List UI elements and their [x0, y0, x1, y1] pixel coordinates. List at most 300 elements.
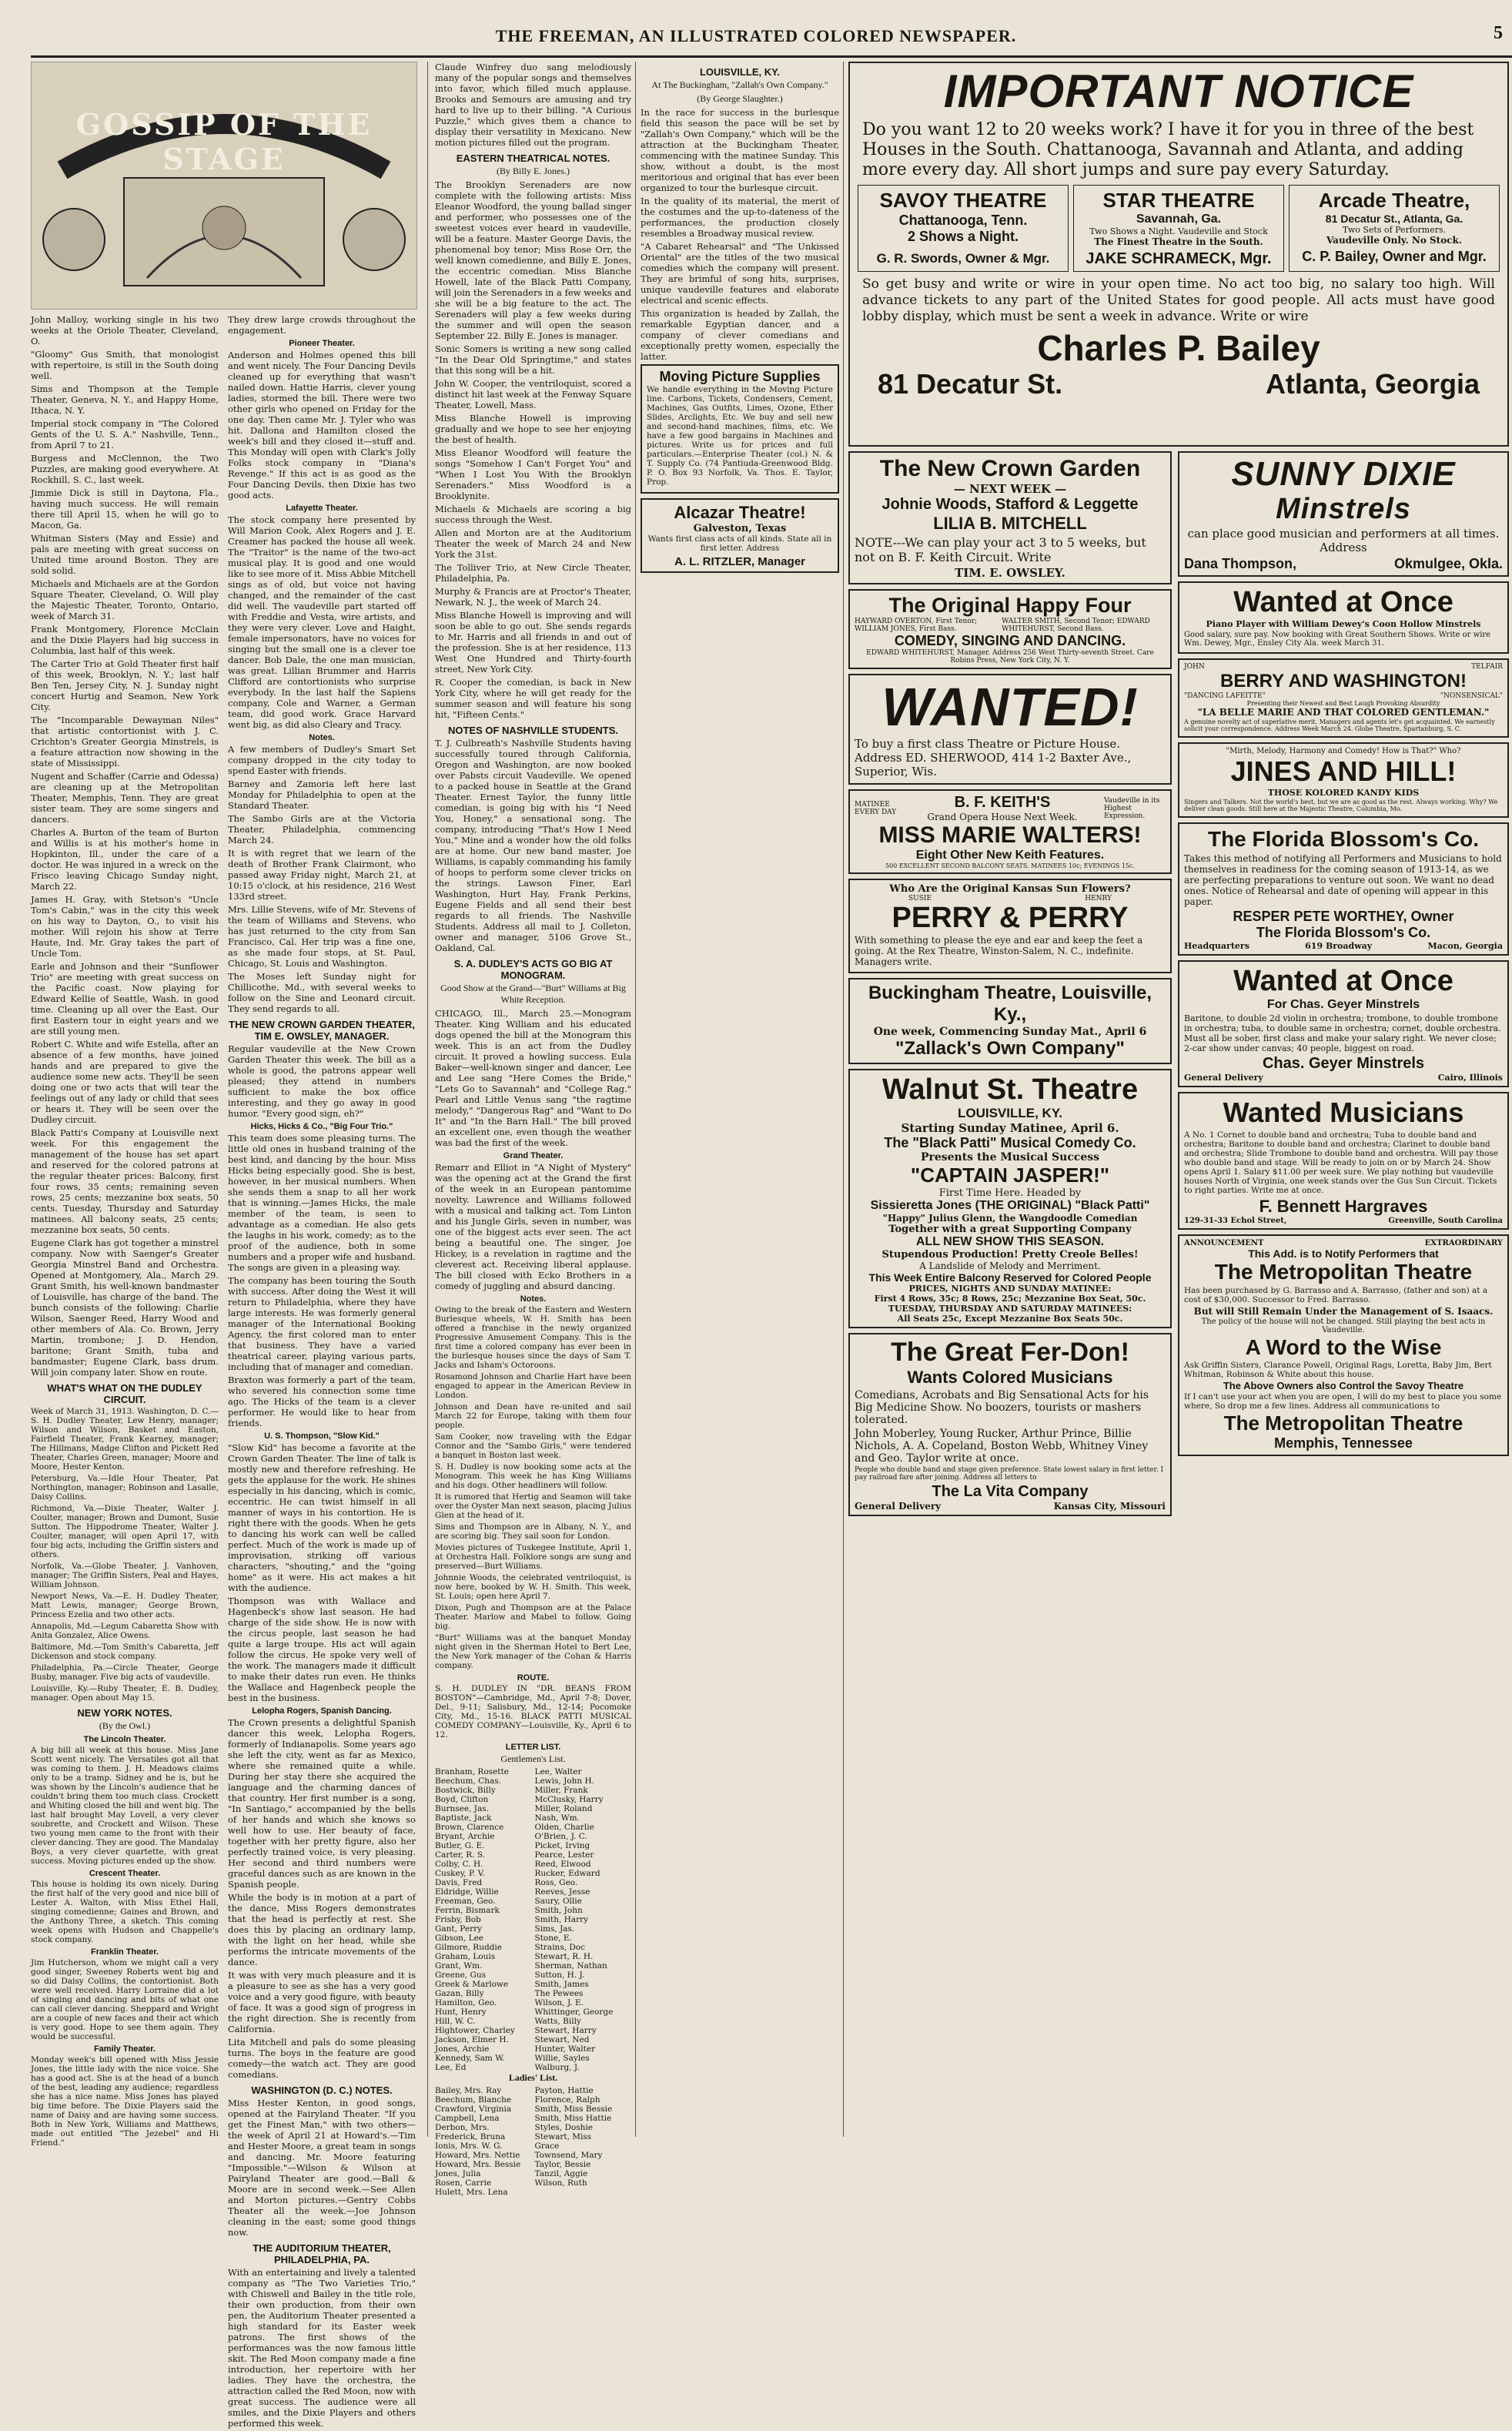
auditorium-heading: THE AUDITORIUM THEATER, PHILADELPHIA, PA. — [253, 2242, 391, 2265]
savoy-city: Chattanooga, Tenn. — [898, 213, 1028, 228]
notes2-text: Owing to the break of the Eastern and Western Burlesque wheels, W. H. Smith has been offered a franchise in the newly organized Progressive Amusement Company. This is the first time a colored company has ever been in the burlesque houses since the days of Sam T. Jacks and Isham's Octoroons. — [435, 1305, 631, 1370]
letter-list-name: Lewis, John H. — [534, 1776, 594, 1786]
wanted-geyer-left: General Delivery — [1184, 1073, 1263, 1083]
notes2-text: Johnson and Dean have re-united and sail March 22 for Europe, taking with them four people. — [435, 1402, 631, 1430]
new-crown-acts: Johnie Woods, Stafford & Leggette — [881, 496, 1139, 513]
news-item: Michaels and Michaels are at the Gordon Square Theater, Cleveland, O. Will play the Majestic Theater, Toronto, Ontario, week of March 31. — [31, 578, 219, 621]
wanted-geyer-name: Chas. Geyer Minstrels — [1262, 1055, 1425, 1072]
alcazar-ad — [641, 498, 839, 573]
walnut-show: "CAPTAIN JASPER!" — [910, 1164, 1110, 1187]
letter-list-name: The Pewees — [534, 1989, 584, 1998]
news-item: Charles A. Burton of the team of Burton and Willis is at his mother's home in Hopkinton, Ill., under the care of a doctor. He was injured in a wreck on the Frisco leaving Chicago Sunday night, March 22. — [31, 827, 219, 892]
hicks-heading: Hicks, Hicks & Co., "Big Four Trio." — [250, 1122, 393, 1131]
letter-list-name: McClusky, Harry — [534, 1795, 604, 1804]
route-text: S. H. DUDLEY IN "DR. BEANS FROM BOSTON"—Cambridge, Md., April 7-8; Dover, Del., 9-11; Salisbury, Md., 12-14; Pocomoke City, Md., 15-16. BLACK PATTI MUSICAL COMEDY COMPANY—Louisville, Ky., April 6 to 12. — [435, 1684, 631, 1740]
perry-susie: SUSIE — [908, 895, 932, 902]
letter-list-name: Grant, Wm. — [435, 1961, 483, 1971]
metropolitan-names: Ask Griffin Sisters, Clarance Powell, Original Rags, Loretta, Baby Jim, Bert Whitman, Robinson & White about this house. — [1184, 1361, 1492, 1379]
important-notice-title: IMPORTANT NOTICE — [943, 65, 1414, 117]
bailey-name: Charles P. Bailey — [1037, 328, 1320, 368]
walnut-rows: First 4 Rows, 35c; 8 Rows, 25c; Mezzanine Box Seat, 50c. — [874, 1294, 1146, 1304]
arcade-shows: Two Sets of Performers. — [1342, 225, 1447, 235]
letter-list-name: O'Brien, J. C. — [534, 1832, 587, 1841]
letter-list-name: Campbell, Lena — [435, 2114, 500, 2123]
walnut-presents: Presents the Musical Success — [920, 1151, 1100, 1164]
news-item: Eugene Clark has got together a minstrel company. Now with Saenger's Greater Georgia Minstrel Band and Orchestra. Opened at Montgomery, Ala., March 29. Grant Smith, his well-known bandmaster of Louisville, has charge of the band. The bunch consists of the following: Charlie Wilson, Saenger Reed, Harry Wood and other members of Ala. Co. Brown, Jerry Martin, trombone; J. D. Hendon, baritone; Grant Smith, tuba and bandmaster; Eugene Clark, bass drum. Will join company later. Show en route. — [31, 1237, 219, 1378]
letter-list-name: Stewart, Ned — [534, 2035, 590, 2044]
monogram-heading: S. A. DUDLEY'S ACTS GO BIG AT MONOGRAM. — [453, 958, 613, 981]
washington-text: Miss Hester Kenton, in good songs, opened at the Fairyland Theater. "If you get the Finest Man," with two others—the week of April 21 at Howard's.—Tim and Hester Moore, a great team in songs and dancing. Mr. Moore featuring "Impossible."—Wilson & Wilson at Pairyland Theater are good.—Ball & Moore are in second week.—See Allen and Morton pictures.—Gentry Cobbs Theater all the week.—Joe Johnson cleaning in the east; some good things now. — [228, 2098, 416, 2238]
berry-sub1: "DANCING LAFEITTE" — [1184, 692, 1266, 700]
happy-four-line2: WALTER SMITH, Second Tenor; EDWARD WHITEHURST, Second Bass. — [1002, 618, 1150, 633]
metropolitan-title2: The Metropolitan Theatre — [1223, 1411, 1463, 1435]
route-heading: ROUTE. — [517, 1673, 550, 1683]
notes2-text: Rosamond Johnson and Charlie Hart have been engaged to appear in the American Review in London. — [435, 1372, 631, 1400]
news-item: The "Incomparable Dewayman Niles" that artistic contortionist with J. C. Crichton's Greater Georgia Minstrels, is a feature attraction now showing in the state of Mississippi. — [31, 715, 219, 768]
letter-list-name: Boyd, Clifton — [435, 1795, 489, 1804]
walnut-starting: Starting Sunday Matinee, April 6. — [901, 1121, 1119, 1135]
jines-text: Singers and Talkers. Not the world's best, but we are as good as the rest. Always working. Why? We deliver clean goods. Still here at the Majestic Theatre, Columbia, Mo. — [1184, 799, 1498, 812]
metropolitan-savoy: The Above Owners also Control the Savoy Theatre — [1223, 1380, 1464, 1391]
letter-list-name: Picket, Irving — [534, 1841, 590, 1850]
walnut-ad — [848, 1069, 1172, 1328]
moving-picture-title: Moving Picture Supplies — [659, 369, 821, 384]
metropolitan-manage: But will Still Remain Under the Management of S. Isaacs. — [1193, 1306, 1494, 1317]
metropolitan-right: EXTRAORDINARY — [1424, 1239, 1503, 1247]
letter-list-name: Jones, Archie — [435, 2044, 490, 2054]
letter-list-name: Smith, Miss Hattie — [534, 2114, 612, 2123]
perry-text: With something to please the eye and ear and keep the feet a going. At the Rex Theatre, Winston-Salem, N. C., indefinite. Managers write. — [855, 935, 1143, 967]
florida-co: The Florida Blossom's Co. — [1256, 925, 1431, 940]
dudley-item: Louisville, Ky.—Ruby Theater, E. B. Dudley, manager. Open about May 15. — [31, 1684, 219, 1703]
letter-list-name: Whittinger, George — [534, 2007, 614, 2017]
new-crown-star: LILIA B. MITCHELL — [933, 514, 1087, 533]
news-item: The Carter Trio at Gold Theater first half of this week, Brooklyn, N. Y.; last half Ben Ten, Jersey City, N. J. Sunday night concert Hurtig and Seamon, New York City. — [31, 658, 219, 712]
letter-list-name: Beechum, Blanche — [435, 2095, 512, 2105]
page-number: 5 — [1494, 23, 1503, 43]
florida-title: The Florida Blossom's Co. — [1207, 827, 1480, 851]
berry-left: JOHN — [1184, 663, 1205, 671]
letter-list-name: Kennedy, Sam W. — [435, 2054, 505, 2063]
letter-list-name: Ferrin, Bismark — [435, 1906, 500, 1915]
letter-list-name: Stewart, R. H. — [534, 1952, 594, 1961]
notes-text: A few members of Dudley's Smart Set company dropped in the city today to spend Easter with friends. — [228, 744, 416, 776]
louisville-text: In the quality of its material, the merit of the costumes and the up-to-dateness of the performances, the production closely resembles a Broadway musical review. — [641, 196, 839, 239]
ferdon-ad — [848, 1333, 1172, 1516]
musicians-title: Wanted Musicians — [1223, 1097, 1464, 1128]
arcade-name: Arcade Theatre, — [1318, 189, 1470, 212]
alcazar-text: Wants first class acts of all kinds. State all in first letter. Address — [647, 534, 832, 553]
musicians-ad — [1178, 1092, 1509, 1230]
louisville-text: This organization is headed by Zallah, the remarkable Egyptian dancer, and a company of clever comedians and exceptionally pretty women, especially the latter. — [641, 308, 839, 362]
star-city: Savannah, Ga. — [1136, 213, 1222, 226]
notes-text: The Moses left Sunday night for Chillicothe, Md., with several weeks to follow on the Sine and Leonard circuit. They send regards to all. — [228, 971, 416, 1014]
dudley-item: Week of March 31, 1913. Washington, D. C.—S. H. Dudley Theater, Lew Henry, manager; Wilson and Wilson, Basket and Easton, Fairfield Theater, Frank Kearney, manager; The Hillmans, Madge Clifton and Pickett Red Theater, Charles Green, manager; Moore and Moore, Hester Kenton. — [31, 1407, 219, 1472]
walnut-star: Sissieretta Jones (THE ORIGINAL) "Black Patti" — [870, 1199, 1150, 1212]
news-item: John Malloy, working single in his two weeks at the Oriole Theater, Cleveland, O. — [31, 314, 219, 347]
keith-sub: Grand Opera House Next Week. — [927, 812, 1078, 822]
eastern-text: R. Cooper the comedian, is back in New York City, where he will get ready for the summer season and will feature his song hit, "Fifteen Cents." — [435, 677, 631, 720]
wanted-once-sub: Piano Player with William Dewey's Coon Hollow Minstrels — [1206, 619, 1481, 629]
letter-list-name: Hightower, Charley — [435, 2026, 515, 2035]
thompson-text: Thompson was with Wallace and Hagenbeck's show last season. He had charge of the side show. He is now with the circus people, last season he had quite a large troupe. His act will again follow the circus. He spoke very well of the work. The managers made it difficult to make their dates run even. He thinks the Wallace and Hagenbeck people the best in the business. — [228, 1596, 416, 1703]
news-item: Imperial stock company in "The Colored Gents of the U. S. A." Nashville, Tenn., from April 7 to 21. — [31, 418, 219, 450]
letter-list-name: Sims, Jas. — [534, 1924, 575, 1934]
jines-sub: THOSE KOLORED KANDY KIDS — [1267, 788, 1420, 798]
letter-list-name: Hulett, Mrs. Lena — [435, 2188, 508, 2197]
gentlemen-list — [435, 1767, 631, 2072]
ladies-list — [435, 2086, 631, 2197]
keith-note: Eight Other New Keith Features. — [915, 849, 1105, 862]
sunny-dixie-text: can place good musician and performers at all times. Address — [1187, 527, 1500, 554]
letter-list-name: Walburg, J. — [534, 2063, 580, 2072]
lafayette-text: The stock company here presented by Will Marion Cook, Alex Rogers and J. E. Creamer has packed the house all week. The "Traitor" is the name of the two-act musical play. It is good and one would like to see more of it. Miss Abbie Mitchell sings as of old, but voice not having changed, and the remainder of the cast did well. The vaudeville part started off with Freddie and Vesta, wire artists, and they were very clever. Love and Haight, female impersonators, have no voices for singing but the small one is a clever toe dancer. Bob Dale, the one man musician, was great. Lillian Brummer and Harris Clifford are contortionists who surprise everybody. In the last half the Sapiens company, Cole and Warner, a German team, did good work. Grace Harvard went big, as did also Cleary and Tracy. — [228, 514, 416, 730]
news-item: Robert C. White and wife Estella, after an absence of a few months, have joined hands and are prepared to give the audience some new acts. They'll be seen doing one or two acts that will tear the feelings out of any lady or child that sees or hears it. They will be seen over the Dudley circuit. — [31, 1039, 219, 1125]
wanted-ad — [848, 674, 1172, 785]
ferdon-text: Comedians, Acrobats and Big Sensational Acts for his Big Medicine Show. No boozers, tourists or mashers tolerated. — [855, 1389, 1149, 1426]
column-divider — [427, 62, 428, 2137]
arcade-note: Vaudeville Only. No Stock. — [1326, 235, 1463, 246]
metropolitan-wise: A Word to the Wise — [1245, 1335, 1442, 1359]
eastern-text: Miss Blanche Howell is improving gradually and we hope to see her enjoying the best of health. — [435, 413, 631, 445]
pioneer-heading: Pioneer Theater. — [289, 339, 355, 348]
news-item: Jimmie Dick is still in Daytona, Fla., having much success. He will remain there till April 15, when he will go to Macon, Ga. — [31, 487, 219, 531]
eastern-text: Michaels & Michaels are scoring a big success through the West. — [435, 504, 631, 525]
alcazar-title: Alcazar Theatre! — [674, 503, 806, 522]
walnut-first: First Time Here. Headed by — [938, 1187, 1082, 1199]
notes2-text: Sims and Thompson are in Albany, N. Y., and are scoring big. They sail soon for London. — [435, 1522, 631, 1541]
walnut-company: The "Black Patti" Musical Comedy Co. — [884, 1135, 1136, 1150]
ferdon-company: The La Vita Company — [932, 1483, 1089, 1500]
perry-name: PERRY & PERRY — [891, 902, 1129, 934]
letter-list-name: Jackson, Elmer H. — [435, 2035, 509, 2044]
letter-list-name: Gazan, Billy — [435, 1989, 484, 1998]
florida-owner: RESPER PETE WORTHEY, Owner — [1233, 909, 1454, 924]
dudley-item: Norfolk, Va.—Globe Theater, J. Vanhoven, manager; The Griffin Sisters, Peal and Hayes, William Johnson. — [31, 1562, 219, 1589]
letter-list-name: Gibson, Lee — [435, 1934, 484, 1943]
column-1-left — [31, 314, 223, 2150]
metropolitan-policy: The policy of the house will not be changed. Still playing the best acts in Vaudeville. — [1201, 1318, 1486, 1334]
notes2-text: Movies pictures of Tuskegee Institute, April 1, at Orchestra Hall. Folklore songs are sung and preserved—Burt Williams. — [435, 1543, 631, 1571]
news-item: "Gloomy" Gus Smith, that monologist with repertoire, is still in the South doing well. — [31, 349, 219, 381]
eastern-text: Allen and Morton are at the Auditorium Theater the week of March 24 and New York the 31st. — [435, 527, 631, 560]
berry-text: A genuine novelty act of superlative merit. Managers and agents let's get acquainted. We earnestly solicit your correspondence. Address Week March 24. Globe Theatre, Spartanburg, S. C. — [1184, 718, 1495, 732]
letter-list-name: Tanzil, Aggie — [534, 2169, 588, 2178]
letter-list-name: Greek & Marlowe — [435, 1980, 509, 1989]
ny-notes-heading: NEW YORK NOTES. — [77, 1707, 172, 1719]
letter-list-name: Townsend, Mary — [534, 2151, 603, 2160]
eastern-text: Murphy & Francis are at Proctor's Theater, Newark, N. J., the week of March 24. — [435, 586, 631, 608]
letter-list-name: Styles, Doshie — [534, 2123, 593, 2132]
ferdon-small: People who double band and stage given preference. State lowest salary in first letter. I pay railroad fare after joining. Address all letters to — [855, 1466, 1164, 1482]
metropolitan-title: The Metropolitan Theatre — [1214, 1260, 1473, 1284]
notes-text: The Sambo Girls are at the Victoria Theater, Philadelphia, commencing March 24. — [228, 813, 416, 845]
letter-list-name: Hunter, Walter — [534, 2044, 596, 2054]
savoy-owner: G. R. Swords, Owner & Mgr. — [876, 251, 1050, 266]
monogram-text: CHICAGO, Ill., March 25.—Monogram Theater. King William and his educated dogs opened the bill at the Monogram this week. This is an act from the Dudley circuit. It proved a howling success. Eula Baker—well-known singer and dancer, Lee and Lee sang "Here Comes the Bride," "Lets Go to Savannah" and "College Rag." Pearl and Little Venus sang "the ragtime melody," "Dangerous Rag" and "Want to Do It" and "In the Barn Hall." The bill proved an excellent one, even though the weather was bad the first of the week. — [435, 1008, 631, 1148]
notes-text: Barney and Zamoria left here last Monday for Philadelphia to open at the Standard Theater. — [228, 779, 416, 811]
franklin-text: Jim Hutcherson, whom we might call a very good singer, Sweeney Roberts went big and so did Daisy Collins, the contortionist. Both were well received. Harry Lorraine did a lot of singing and dancing and bits of what one can call clever dancing. Sheppard and Wright are a couple of new faces and their act which is very good. Hope to see them again. They would be successful. — [31, 1958, 219, 2041]
letter-list-name: Ionis, Mrs. W. G. — [435, 2141, 503, 2151]
eastern-text: Miss Eleanor Woodford will feature the songs "Somehow I Can't Forget You" and "When I Lost You With the Brooklyn Serenaders." Miss Woodford is a Brooklynite. — [435, 447, 631, 501]
family-heading: Family Theater. — [93, 2044, 156, 2054]
letter-list-name: Payton, Hattie — [534, 2086, 594, 2095]
letter-list-name: Greene, Gus — [435, 1971, 487, 1980]
louisville-text: "A Cabaret Rehearsal" and "The Unkissed Oriental" are the titles of the two musical comedies which the company will present. They are brimful of song hits, surprises, unique vaudeville features and elaborate electrical and scenic effects. — [641, 241, 839, 306]
letter-list-name: Miller, Frank — [534, 1786, 588, 1795]
metropolitan-intro: This Add. is to Notify Performers that — [1248, 1247, 1439, 1260]
thompson-text: "Slow Kid" has become a favorite at the Crown Garden Theater. The line of talk is mostly new and therefore refreshing. He gets the applause for the work. He shines especially in his dancing, which is comic, eccentric. He can twist himself in all manner of ways in his contortion. He is right there with the goods. When he gets to dancing his work can well be called perfect. Much of the work is made up of improvisation, striking off various characters, "shouting," and the "going home" as it were. His act makes a hit with the audience. — [228, 1442, 416, 1593]
dudley-item: Baltimore, Md.—Tom Smith's Cabaretta, Jeff Dickenson and stock company. — [31, 1642, 219, 1661]
florida-ad — [1178, 822, 1509, 956]
sunny-dixie-city: Okmulgee, Okla. — [1393, 556, 1503, 571]
column-4 — [641, 62, 839, 2137]
eastern-text: Miss Blanche Howell is improving and will soon be able to go out. She sends regards to Mr. Harris and all friends in and out of the profession. She is at her residence, 113 West One Hundred and Thirty-fourth street, New York City. — [435, 610, 631, 675]
letter-list-name: Florence, Ralph — [534, 2095, 600, 2105]
ads-area — [848, 62, 1509, 2137]
letter-list-name: Branham, Rosette — [435, 1767, 509, 1776]
moving-picture-text: We handle everything in the Moving Picture line. Carbons, Tickets, Condensers, Cement, Machines, Gas Outfits, Limes, Ozone, Ether Slides, Arclights, Etc. We buy and sell new and second-hand machines, films, etc. We have a few good bargains in Machines and pictures. Write us for prices and full particulars.—Enterprise Theater (col.) N. & T. Supply Co. (74 Pantiuda-Greenwood Bldg. P. O. Box 93 Norfolk, Va. Thos. E. Taylor, Prop. — [647, 385, 833, 487]
letter-list-name: Hamilton, Geo. — [435, 1998, 497, 2007]
alcazar-city: Galveston, Texas — [693, 523, 787, 534]
letter-list-name: Beechum, Chas. — [435, 1776, 501, 1786]
gossip-banner-illustration — [32, 62, 416, 309]
savoy-name: SAVOY THEATRE — [879, 189, 1047, 212]
letter-list-name — [535, 2188, 632, 2197]
family-text: Monday week's bill opened with Miss Jessie Jones, the little lady with the nice voice. She has a good act. She is at the head of a bunch of the best, leading any audience; regardless she has a nice name. Miss Jones has played big time before. The Dixie Players said the name of Daisy and are having some success. Both in New York, Williams and Matthews, made out entitled "The Jezebel" and Hi Friend." — [31, 2055, 219, 2148]
newcrown-heading: THE NEW CROWN GARDEN THEATER, TIM E. OWSLEY, MANAGER. — [229, 1019, 415, 1042]
keith-star: MISS MARIE WALTERS! — [878, 822, 1142, 848]
auditorium-text: With an entertaining and lively a talented company as "The Two Varieties Trio," with Chiswell and Bailey in the title role, their own production, from their own pen, the Auditorium Theater presented a high standard for its Easter week patrons. The first shows of the performances was the now famous little skit. The Red Moon company made a fine introduction, her repertoire with her ladies. They have the orchestra, the attraction called the Red Moon, now with great success. The audience were all smiles, and the Dixie Players and others performed this week. — [228, 2267, 416, 2429]
letter-list-name: Stewart, Harry — [534, 2026, 597, 2035]
news-item: Nugent and Schaffer (Carrie and Odessa) are cleaning up at the Metropolitan Theater, Memphis, Tenn. They are great sister team. They are some singers and dancers. — [31, 771, 219, 825]
dudley-item: Annapolis, Md.—Legum Cabaretta Show with Anita Gonzalez, Alice Owens. — [31, 1622, 219, 1640]
ferdon-sub: Wants Colored Musicians — [907, 1368, 1113, 1387]
letter-list-name: Willie, Sayles — [534, 2054, 590, 2063]
keith-left: MATINEE EVERY DAY — [855, 800, 897, 816]
notes-text: Mrs. Lillie Stevens, wife of Mr. Stevens of the team of Williams and Stevens, who has just returned to the city from San Francisco, Cal. Her trip was a fine one, as she made four stops, at St. Paul, Chicago, St. Louis and Washington. — [228, 904, 416, 969]
grand-text: Remarr and Elliot in "A Night of Mystery" was the opening act at the Grand the first of the week in an European pantomime novelty. Lawrence and Williams followed with a musical and talking act. Tom Linton and his Jungle Girls, seven in number, was one of the biggest acts ever seen. The act being a beautiful one. The singer, Joe Hickey, is a revelation in ragtime and the cleverest act. Receiving liberal applause. The bill closed with Ecko Brothers in a comedy of juggling and absurd dancing. — [435, 1162, 631, 1291]
letter-list-name: Crawford, Virginia — [435, 2105, 512, 2114]
moving-picture-ad — [641, 364, 839, 494]
letter-list-name: Butler, G. E. — [435, 1841, 485, 1850]
walnut-tts: TUESDAY, THURSDAY AND SATURDAY MATINEES: — [888, 1304, 1132, 1314]
happy-four-title: The Original Happy Four — [888, 594, 1132, 617]
ferdon-title: The Great Fer-Don! — [891, 1338, 1129, 1367]
letter-list-heading: LETTER LIST. — [505, 1743, 561, 1752]
letter-list-name: Saury, Ollie — [534, 1897, 582, 1906]
ferdon-names: John Moberley, Young Rucker, Arthur Prince, Billie Nichols, A. A. Copeland, Boston Webb, Whitney Viney and Geo. Taylor write at once. — [855, 1428, 1149, 1465]
letter-list-name: Carter, R. S. — [435, 1850, 486, 1860]
news-item: James H. Gray, with Stetson's "Uncle Tom's Cabin," was in the city this week on his way to Dayton, O., to visit his mother. Will rejoin his show at Terre Haute, Ind. Mr. Gray takes the part of Uncle Tom. — [31, 894, 219, 959]
arcade-city: 81 Decatur St., Atlanta, Ga. — [1325, 213, 1463, 225]
letter-list-name: Smith, Harry — [534, 1915, 589, 1924]
dudley-item: Philadelphia, Pa.—Circle Theater, George Busby, manager. Five big acts of vaudeville. — [31, 1663, 219, 1682]
berry-line: Presenting their Newest and Best Laugh Provoking Absurdity — [1246, 700, 1440, 707]
letter-list-name: Smith, James — [534, 1980, 589, 1989]
letter-list-name: Reeves, Jesse — [534, 1887, 590, 1897]
nashville-text: T. J. Culbreath's Nashville Students having successfully toured through California, Oregon and Washington, are now booked over Pabsts circuit Vaudeville. We opened to a packed house in Seattle at the Grand Theater. Ernest Taylor, the funny little comedian, is going big with his "I Need You, Honey," a sensational song. The company, introducing "That's How I Need You," Mine and a wonder how the old folks are at home. Our new band master, Joe Williams, is capably commanding his family of hoops to perform some clever tricks on the strings. Lawson Finer, Earl Washington, Hurt Hay, Frank Perkins, Eugene Fields and all send their best regards to all friends. The Nashville Students. Address all mail to J. Colleton, owner and manager, 5106 Grove St., Oakland, Cal. — [435, 738, 631, 953]
florida-mid: 619 Broadway — [1305, 941, 1373, 951]
column-divider — [843, 62, 844, 2137]
letter-list-name: Lee, Walter — [534, 1767, 582, 1776]
letter-list-name: Stewart, Miss — [534, 2132, 592, 2141]
berry-sub2: "NONSENSICAL" — [1440, 692, 1503, 700]
metropolitan-left: ANNOUNCEMENT — [1184, 1239, 1264, 1247]
eastern-text: Sonic Somers is writing a new song called "In the Dear Old Springtime," and states that this song will be a hit. — [435, 343, 631, 376]
savoy-shows: 2 Shows a Night. — [907, 229, 1019, 244]
notes2-text: It is rumored that Hertig and Seamon will take over the Oyster Man next season, placing Julius Glen at the head of it. — [435, 1492, 631, 1520]
ads-right-column — [1178, 451, 1509, 1521]
letter-list-name: Stone, E. — [534, 1934, 572, 1943]
walnut-balcony: This Week Entire Balcony Reserved for Colored People — [868, 1271, 1152, 1284]
keith-footer: 500 EXCELLENT SECOND BALCONY SEATS. MATINEES 10c; EVENINGS 15c. — [885, 862, 1136, 869]
letter-list-name: Eldridge, Willie — [435, 1887, 499, 1897]
letter-list-name: Wilson, Ruth — [534, 2178, 587, 2188]
column-divider — [635, 62, 636, 2137]
berry-name: BERRY AND WASHINGTON! — [1219, 671, 1467, 691]
lelopha-heading: Lelopha Rogers, Spanish Dancing. — [252, 1706, 392, 1716]
sunny-dixie-title2: Minstrels — [1276, 493, 1411, 525]
walnut-allnew: ALL NEW SHOW THIS SEASON. — [915, 1235, 1105, 1248]
letter-list-name: Freeman, Geo. — [435, 1897, 496, 1906]
dudley-item: Richmond, Va.—Dixie Theater, Walter J. Coulter, manager; Brown and Dumont, Susie Sutton. The Hippodrome Theater, Walter J. Coulter, manager, will open April 17, with four big acts, including the Griffin sisters and others. — [31, 1504, 219, 1559]
letter-list-name: Bryant, Archie — [435, 1832, 495, 1841]
bailey-text: So get busy and write or wire in your open time. No act too big, no salary too high. Will advance tickets to any part of the United States for good people. All acts must have good lobby display, which must be sent a week in advance. Write or wire — [862, 276, 1495, 324]
happy-four-ad — [848, 589, 1172, 669]
letter-list-name: Wilson, J. E. — [534, 1998, 584, 2007]
jines-name: JINES AND HILL! — [1230, 755, 1457, 787]
letter-list-name: Rucker, Edward — [534, 1869, 600, 1878]
metropolitan-contact: If I can't use your act when you are open, I will do my best to place you some where, So drop me a few lines. Address all communications to — [1184, 1392, 1502, 1411]
wanted-once-text: Good salary, sure pay. Now booking with Great Southern Shows. Write or wire Wm. Dewey, Mgr., Ensley City Ala. week March 31. — [1184, 631, 1491, 648]
perry-question: Who Are the Original Kansas Sun Flowers? — [889, 883, 1131, 895]
happy-four-feature: COMEDY, SINGING AND DANCING. — [894, 633, 1126, 648]
happy-four-footer: EDWARD WHITEHURST, Manager. Address 256 West Thirty-seventh Street. Care Robins Press, New York City, N. Y. — [866, 649, 1154, 665]
letter-list-name: Sherman, Nathan — [534, 1961, 607, 1971]
metropolitan-ad — [1178, 1234, 1509, 1456]
ladies-list-heading: Ladies' List. — [508, 2072, 558, 2083]
happy-four-line1: HAYWARD OVERTON, First Tenor; WILLIAM JONES, First Bass. — [855, 618, 978, 633]
keith-ad — [848, 789, 1172, 874]
berry-right: TELFAIR — [1471, 663, 1503, 671]
sunny-dixie-ad — [1178, 451, 1509, 577]
notes2-heading: Notes. — [520, 1294, 547, 1304]
letter-list-name: Graham, Louis — [435, 1952, 496, 1961]
letter-list-name: Pearce, Lester — [534, 1850, 594, 1860]
wanted-title: WANTED! — [881, 677, 1139, 737]
notes2-text: Dixon, Pugh and Thompson are at the Palace Theater. Marlow and Mabel to follow. Going big. — [435, 1603, 631, 1631]
walnut-together: Together with a great Supporting Company — [888, 1224, 1132, 1235]
letter-list-name: Baptiste, Jack — [435, 1813, 492, 1823]
sunny-dixie-name: Dana Thompson, — [1184, 556, 1297, 571]
letter-list-name: Colby, C. H. — [435, 1860, 483, 1869]
new-crown-title: The New Crown Garden — [879, 456, 1141, 481]
notes2-text: Sam Cooker, now traveling with the Edgar Connor and the "Sambo Girls," were tendered a banquet in Boston last week. — [435, 1432, 631, 1460]
letter-list-name: Sutton, H. J. — [534, 1971, 585, 1980]
star-owner: JAKE SCHRAMECK, Mgr. — [1085, 250, 1272, 267]
berry-show: "LA BELLE MARIE AND THAT COLORED GENTLEMAN." — [1197, 707, 1490, 718]
letter-list-name: Brown, Clarence — [435, 1823, 504, 1832]
letter-list-name: Gant, Perry — [435, 1924, 483, 1934]
letter-list-name: Ross, Geo. — [534, 1878, 578, 1887]
claude-text: Claude Winfrey duo sang melodiously many of the popular songs and themselves into favor, which filled much applause. Brooks and Semours are amusing and try hard to live up to their billing. "A Curious Puzzle," which gives them a chance to display their versatility in Mexicano. New motion pictures filled out the program. — [435, 62, 631, 148]
letter-list-name: Howard, Mrs. Nettie — [435, 2151, 520, 2160]
crescent-heading: Crescent Theater. — [89, 1869, 161, 1878]
louisville-heading: LOUISVILLE, KY. — [699, 66, 780, 78]
keith-name: B. F. KEITH'S — [954, 794, 1051, 811]
letter-list-name: Rosen, Carrie — [435, 2178, 492, 2188]
letter-list-name: Nash, Wm. — [534, 1813, 580, 1823]
ferdon-left: General Delivery — [855, 1501, 942, 1512]
letter-list-name: Frisby, Bob — [435, 1915, 481, 1924]
lelopha-text: While the body is in motion at a part of the dance, Miss Rogers demonstrates that the head is perfectly at rest. She does this by placing an ordinary lamp, with the light on her head, while she performs the intricate movements of the dance. — [228, 1892, 416, 1967]
letter-list-name: Hunt, Henry — [435, 2007, 487, 2017]
arcade-box — [1289, 185, 1500, 272]
perry-henry: HENRY — [1085, 895, 1112, 902]
bailey-city: Atlanta, Georgia — [1265, 368, 1480, 400]
monogram-subheading: Good Show at the Grand—"Burt" Williams at Big White Reception. — [440, 983, 626, 1005]
pioneer-text: Anderson and Holmes opened this bill and went nicely. The Four Dancing Devils cleaned up for everything that wasn't nailed down. Hattie Harris, clever young ladies, stormed the bill. There were two other girls who opened on Friday for the one day. Then came Mr. J. Tyler who was hit. Dallona and Hamilton closed the week's bill and they closed it—stuff and. This Monday will open with Clark's Jolly Folks stock company in "Diana's Revenge." If this act is as good as the Four Dancing Devils, then Dixie has two good acts. — [228, 350, 416, 501]
walnut-landslide: A Landslide of Melody and Merriment. — [919, 1261, 1101, 1271]
wanted-once-ad — [1178, 581, 1509, 654]
letter-list-name: Grace — [534, 2141, 560, 2151]
louisville-byline: (By George Slaughter.) — [697, 93, 783, 104]
letter-list-name: Gilmore, Ruddie — [435, 1943, 502, 1952]
news-item: Sims and Thompson at the Temple Theater, Geneva, N. Y., and Happy Home, Ithaca, N. Y. — [31, 383, 219, 416]
wanted-geyer-right: Cairo, Illinois — [1437, 1073, 1503, 1083]
keith-right: Vaudeville in its Highest Expression. — [1103, 796, 1160, 820]
louisville-subheading: At The Buckingham, "Zallah's Own Company." — [651, 79, 828, 90]
hicks-text: This team does some pleasing turns. The little old ones in husband training of the best kind, and dancing by the hour. Miss Hicks being especially good. She is best, however, in her musical numbers. When she sends them a snap to all her work that is winning.—James Hicks, the male member of the team, is seen to advantage as a comedian. He also gets the laughs in his work, comedy; as to the proof of the audience, both in some numbers and a proper wife and husband. The songs are given in a pleasing way. — [228, 1133, 416, 1273]
jines-tag: "Mirth, Melody, Harmony and Comedy! How is That?" Who? — [1226, 747, 1461, 755]
musicians-name: F. Bennett Hargraves — [1259, 1197, 1428, 1216]
florida-left: Headquarters — [1184, 941, 1249, 951]
perry-ad — [848, 879, 1172, 973]
wanted-geyer-sub: For Chas. Geyer Minstrels — [1266, 998, 1420, 1011]
ads-left-column — [848, 451, 1172, 1521]
grand-heading: Grand Theater. — [503, 1151, 564, 1160]
news-item: Earle and Johnson and their "Sunflower Trio" are meeting with great success on the Pacific coast. Now playing for Edward Kellie of Seattle, Wash. in good time. Cleaning up all over the East. Our first Eastern tour in eight years and we are still young men. — [31, 961, 219, 1036]
letter-list-name: Watts, Billy — [534, 2017, 581, 2026]
wanted-geyer-title: Wanted at Once — [1233, 965, 1453, 997]
wanted-geyer-ad — [1178, 960, 1509, 1087]
walnut-stupendous: Stupendous Production! Pretty Creole Belles! — [881, 1249, 1139, 1261]
eastern-text: The Tolliver Trio, at New Circle Theater, Philadelphia, Pa. — [435, 562, 631, 584]
column-1-right — [223, 314, 416, 2431]
dudley-item: Petersburg, Va.—Idle Hour Theater, Pat Northington, manager; Robinson and Lasalle, Daisy Collins. — [31, 1474, 219, 1502]
lelopha-text: The Crown presents a delightful Spanish dancer this week, Lelopha Rogers, formerly of Indianapolis. Some years ago she left the city, went as far as Mexico, where she remained quite a while. During her stay there she acquired the language and the charming dances of that country. Her first number is a song, "In Santiago," accompanied by the bells of her hands and which she knows so well how to use. Her beauty of face, together with her pretty figure, also her perfectly trained voice, is very pleasing. Her second and third numbers were graceful dances such as are known in the Spanish people. — [228, 1717, 416, 1890]
eastern-byline: (By Billy E. Jones.) — [497, 166, 570, 176]
savoy-box — [858, 185, 1069, 272]
news-item: Black Patti's Company at Louisville next week. For this engagement the management of the house has set apart and reserved for the colored patrons at the regular theater prices: Balcony, first four rows, 35 cents; remaining seven rows, 25 cents; mezzanine box seats, 50 cents. Tuesday, Thursday and Saturday matinees. All balcony seats, 25 cents; mezzanine box seats, 50 cents. — [31, 1127, 219, 1235]
masthead: THE FREEMAN, AN ILLUSTRATED COLORED NEWSPAPER. — [495, 26, 1017, 45]
lelopha-text: It was with very much pleasure and it is a pleasure to see as she has a very good voice and a very good figure, with beauty of face. It was a good sign of progress in the right direction. She is recently from California. — [228, 1970, 416, 2034]
letter-list-name: Bostwick, Billy — [435, 1786, 496, 1795]
gossip-banner-title: GOSSIP OF THE STAGE — [75, 107, 373, 176]
letter-list-name: Smith, Miss Bessie — [534, 2105, 613, 2114]
walnut-seats: All Seats 25c, Except Mezzanine Box Seats 50c. — [897, 1314, 1123, 1324]
newcrown-text: Regular vaudeville at the New Crown Garden Theater this week. The bill as a whole is good, the patrons appear well pleased; they attend in numbers sufficient to make the box office interesting, and they go away in good humor. "Every good sign, eh?" — [228, 1043, 416, 1119]
letter-list-name: Hill, W. C. — [435, 2017, 476, 2026]
thompson-heading: U. S. Thompson, "Slow Kid." — [264, 1431, 380, 1441]
new-crown-next: — NEXT WEEK — — [953, 482, 1067, 496]
letter-list-name: Taylor, Bessie — [534, 2160, 591, 2169]
wanted-geyer-text: Baritone, to double 2d violin in orchestra; trombone, to double trombone in orchestra; tuba, to double same in orchestra; cornet, double orchestra. Must all be sober, first class and make your salary right. We never close; 2-car show under canvas; 40 people, biggest on road. — [1184, 1013, 1501, 1053]
new-crown-note: NOTE---We can play your act 3 to 5 weeks, but not on B. F. Keith Circuit. Write — [855, 535, 1146, 564]
musicians-text: A No. 1 Cornet to double band and orchestra; Tuba to double band and orchestra; Baritone to double band and orchestra; Clarinet to double band and orchestra; Slide Trombone to double band and orchestra. Will pay those who double band and stage. Will be ready to join on or by March 24. Show opens April 1. Salary $11.00 per week sure. We play nothing but vaudeville houses North of Virginia, one week stands over the Gus Sun Circuit. Tickets to right parties. Write me at once. — [1184, 1130, 1499, 1195]
gossip-banner — [31, 62, 417, 310]
